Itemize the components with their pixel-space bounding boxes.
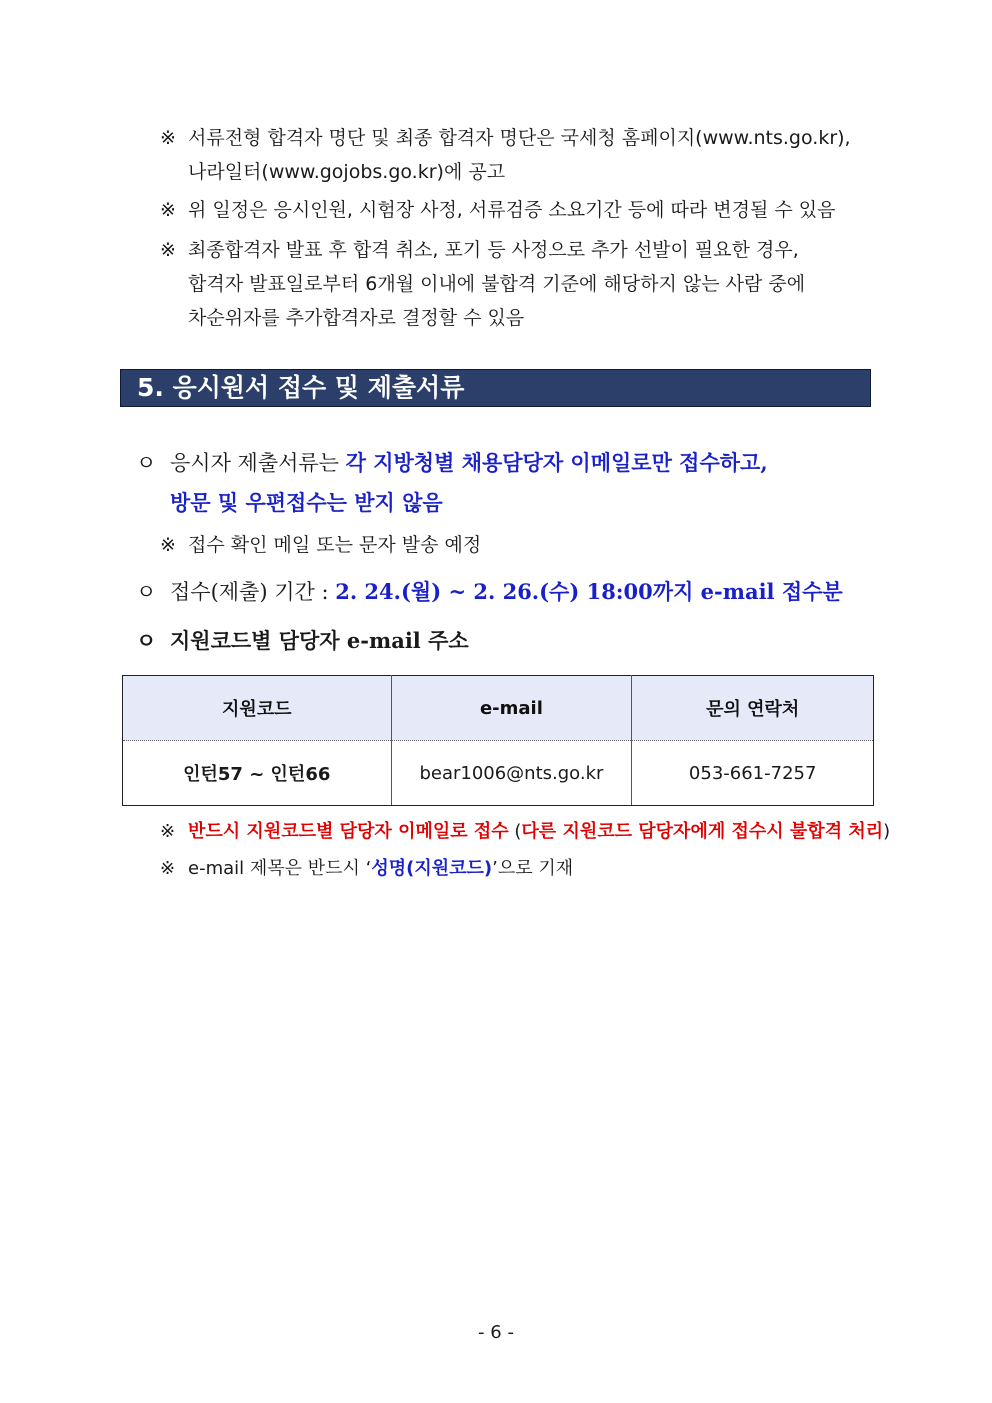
cell-code: 인턴57 ~ 인턴66 <box>123 741 392 806</box>
table-header-code: 지원코드 <box>123 676 392 741</box>
note-schedule-change <box>160 193 875 227</box>
page-number: - 6 - <box>478 1322 514 1343</box>
bullet-marker: ㅇ <box>136 628 157 653</box>
highlight-text: 방문 및 우편접수는 받지 않음 <box>170 490 443 515</box>
contact-table <box>122 675 874 806</box>
bullet-submission-method <box>136 443 876 523</box>
note-mark: ※ <box>160 239 176 261</box>
bullet-submission-period <box>136 572 876 612</box>
table-header-email: e-mail <box>391 676 632 741</box>
note-line: 위 일정은 응시인원, 시험장 사정, 서류검증 소요기간 등에 따라 변경될 수 있음 <box>188 199 836 221</box>
note-mark: ※ <box>160 534 176 556</box>
note-mark: ※ <box>160 199 176 221</box>
bullet-contact-emails <box>136 621 876 661</box>
note-email-warning <box>160 815 891 849</box>
highlight-text: 각 지방청별 채용담당자 이메일로만 접수하고, <box>345 450 768 475</box>
note-line: 최종합격자 발표 후 합격 취소, 포기 등 사정으로 추가 선발이 필요한 경우, <box>188 239 799 261</box>
plain-text: ’으로 기재 <box>492 858 574 879</box>
note-additional-selection <box>160 233 875 335</box>
note-line: 접수 확인 메일 또는 문자 발송 예정 <box>188 534 482 556</box>
plain-text: ) <box>883 821 891 842</box>
note-mark: ※ <box>160 127 176 149</box>
highlight-period: 2. 24.(월) ~ 2. 26.(수) 18:00까지 e-mail 접수분 <box>335 579 843 604</box>
plain-text: e-mail 제목은 반드시 ‘ <box>188 858 372 879</box>
highlight-text: 성명(지원코드) <box>371 858 493 879</box>
warning-text: 반드시 지원코드별 담당자 이메일로 접수 <box>188 821 509 842</box>
note-mark: ※ <box>160 821 176 842</box>
table-row <box>123 741 874 806</box>
table-header-contact: 문의 연락처 <box>632 676 874 741</box>
bullet-text: 응시자 제출서류는 <box>170 451 346 475</box>
note-email-subject <box>160 852 875 886</box>
note-line: 합격자 발표일로부터 6개월 이내에 불합격 기준에 해당하지 않는 사람 중에 <box>188 273 806 295</box>
cell-email[interactable]: bear1006@nts.go.kr <box>391 741 632 806</box>
cell-phone: 053-661-7257 <box>632 741 874 806</box>
bullet-marker: ㅇ <box>136 451 157 475</box>
note-line: 나라일터(www.gojobs.go.kr)에 공고 <box>188 161 506 183</box>
bullet-text: 지원코드별 담당자 e-mail 주소 <box>170 628 469 653</box>
plain-text: ( <box>508 821 522 842</box>
bullet-text: 접수(제출) 기간 : <box>170 580 336 604</box>
bullet-marker: ㅇ <box>136 580 157 604</box>
note-line: 차순위자를 추가합격자로 결정할 수 있음 <box>188 307 525 329</box>
note-mark: ※ <box>160 858 176 879</box>
note-line: 서류전형 합격자 명단 및 최종 합격자 명단은 국세청 홈페이지(www.nts.go.kr), <box>188 127 851 149</box>
warning-text: 다른 지원코드 담당자에게 접수시 불합격 처리 <box>521 821 884 842</box>
note-confirmation <box>160 528 875 562</box>
section-title: 5. 응시원서 접수 및 제출서류 <box>120 369 871 407</box>
note-announcement <box>160 121 875 189</box>
